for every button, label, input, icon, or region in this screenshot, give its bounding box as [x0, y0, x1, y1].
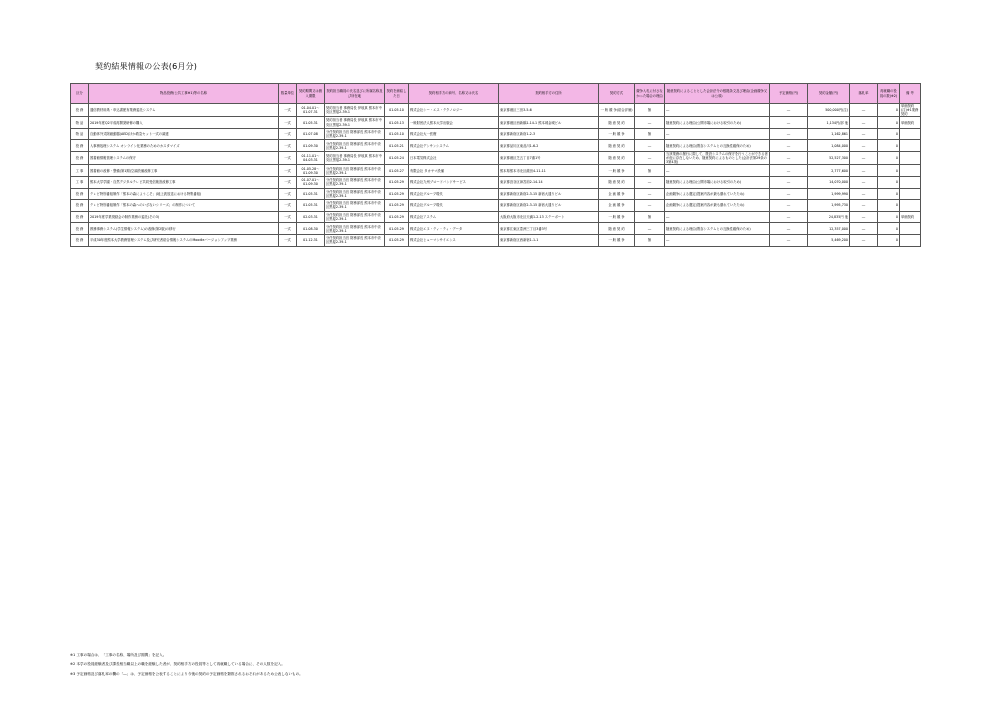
column-header: 備 考	[900, 84, 921, 104]
column-header: 区分	[71, 84, 89, 104]
table-row	[71, 104, 921, 117]
table-cell: 株式会社グループ現代	[409, 200, 499, 212]
table-cell: 無	[635, 211, 665, 223]
table-cell: 01.05.29	[385, 223, 409, 235]
table-cell: 01.04.01～01.07.31	[297, 104, 325, 117]
table-cell: 分任契約担当官 財務部長 熊本市中央区黒髪2-39-1	[325, 211, 385, 223]
table-cell: 契約担当者 事務局長 伊坂真 熊本市中央区黒髪2-39-1	[325, 104, 385, 117]
table-cell: 01.05.13	[385, 117, 409, 129]
table-cell: ―	[665, 234, 770, 246]
table-cell: 一 般 競 争(総合評価)	[599, 104, 635, 117]
table-cell: 12,357,000	[808, 223, 850, 235]
table-cell: 01.05.28～01.09.30	[297, 165, 325, 177]
column-header: 物品役務(公共工事※1)等の名称	[89, 84, 279, 104]
table-cell: 単価契約(注)※1業務契約	[900, 104, 921, 117]
table-cell: 東京都新宿区新宿2-3-15 新宿大通りビル	[499, 188, 599, 200]
table-cell: 随 意 契 約	[599, 117, 635, 129]
table-row	[71, 117, 921, 129]
table-cell: ―	[635, 200, 665, 212]
table-cell: 東京都江東区豊洲三丁目3番3号	[499, 223, 599, 235]
table-cell: 図書館情報管理システムの保守	[89, 152, 279, 165]
table-cell: 500,000円(注)	[808, 104, 850, 117]
table-cell: 物 品	[71, 117, 89, 129]
table-cell: 企画競争による選定(提案内容が最も優れていたため)	[665, 188, 770, 200]
table-cell: 5,469,200	[808, 234, 850, 246]
table-cell: 一式	[279, 176, 297, 188]
table-row	[71, 188, 921, 200]
table-cell: 0	[878, 211, 900, 223]
table-cell: 1,999,990	[808, 188, 850, 200]
table-cell	[900, 152, 921, 165]
table-cell: 平成30年度熊本大学教務管理システム及び研究者総合情報システムのMoodleバージョンアップ業務	[89, 234, 279, 246]
footnote: ※3 予定価格及び落札率の欄の「―」は、予定価格を公表することにより今後の契約の予定価格を類推されるおそれがあるため公表しないもの。	[70, 671, 303, 676]
table-cell: 24,835円 他	[808, 211, 850, 223]
table-cell: 東京都新宿区新宿1-2-3	[499, 128, 599, 140]
table-cell: ―	[770, 152, 808, 165]
table-cell: ―	[770, 223, 808, 235]
table-cell: 分任契約担当官 財務部長 熊本市中央区黒髪2-39-1	[325, 200, 385, 212]
table-cell: ―	[770, 200, 808, 212]
table-cell	[900, 223, 921, 235]
table-cell: ―	[635, 140, 665, 152]
table-cell	[900, 140, 921, 152]
table-cell: 1,134円/部 他	[808, 117, 850, 129]
table-cell: 2,777,600	[808, 165, 850, 177]
table-cell: 自動体外式除細動器(AED)ほか救急セット一式の調達	[89, 128, 279, 140]
column-header: 契約期間又は納入期限	[297, 84, 325, 104]
table-cell: ―	[770, 117, 808, 129]
table-cell: 熊本県熊本市北区龍田4-11-11	[499, 165, 599, 177]
table-cell: 図書館の改修・整備(第1期)空調設備改修工事	[89, 165, 279, 177]
table-cell: 0	[878, 152, 900, 165]
table-row	[71, 152, 921, 165]
table-row	[71, 128, 921, 140]
table-cell: 一式	[279, 188, 297, 200]
table-cell: 東京都品川区東品川1-6-2	[499, 140, 599, 152]
table-cell: 一式	[279, 104, 297, 117]
table-row	[71, 211, 921, 223]
table-cell: 単価契約	[900, 117, 921, 129]
table-cell: ―	[665, 104, 770, 117]
table-cell: 01.05.21	[385, 140, 409, 152]
table-cell: 株式会社シー・エス・テクノロジー	[409, 104, 499, 117]
table-cell: 0	[878, 188, 900, 200]
table-cell: 一式	[279, 140, 297, 152]
table-cell: 0	[878, 165, 900, 177]
column-header: 再就職の役員の数(※2)	[878, 84, 900, 104]
table-cell: 株式会社グループ現代	[409, 188, 499, 200]
table-cell: 無	[635, 128, 665, 140]
table-cell: 入事務処理システム オンライン化業務のためのカスタマイズ	[89, 140, 279, 152]
table-cell: 0	[878, 176, 900, 188]
table-cell: 01.05.10	[385, 104, 409, 117]
table-cell: 役 務	[71, 140, 89, 152]
table-cell: 一式	[279, 234, 297, 246]
table-cell: 1,162,861	[808, 128, 850, 140]
table-cell: 一式	[279, 117, 297, 129]
table-cell: ―	[850, 117, 878, 129]
table-cell: 随意契約による理由(公開市場における取引のため)	[665, 117, 770, 129]
table-cell: 01.05.27	[385, 165, 409, 177]
table-cell: 無	[635, 165, 665, 177]
table-cell: ―	[770, 176, 808, 188]
table-cell: 2019年度Q2平成再開発研修の購入	[89, 117, 279, 129]
table-row	[71, 200, 921, 212]
table-cell: 0	[878, 128, 900, 140]
table-cell: 役 務	[71, 200, 89, 212]
table-cell: 分任契約担当官 財務部長 熊本市中央区黒髪2-39-1	[325, 140, 385, 152]
table-cell: ―	[850, 200, 878, 212]
table-cell: 工 事	[71, 165, 89, 177]
table-cell: 一 般 競 争	[599, 165, 635, 177]
table-cell: 一式	[279, 152, 297, 165]
table-cell: 役 務	[71, 104, 89, 117]
table-cell: 有限会社 タカヤマ設備	[409, 165, 499, 177]
table-row	[71, 176, 921, 188]
table-cell: ―	[665, 211, 770, 223]
table-cell: 0	[878, 200, 900, 212]
table-cell: ―	[850, 104, 878, 117]
footnotes	[70, 651, 303, 679]
table-cell: ―	[770, 188, 808, 200]
table-cell: 01.05.29	[385, 234, 409, 246]
column-header: 契約相手方の住所	[499, 84, 599, 104]
footnote: ※1 工事の場合は、「工事の名称、場所及び期間」を記入。	[70, 653, 167, 657]
table-cell: 0	[878, 234, 900, 246]
table-cell: ―	[770, 165, 808, 177]
column-header: 数量単位	[279, 84, 297, 104]
table-cell: 役 務	[71, 234, 89, 246]
table-cell: 株式会社ヒューマンサイエンス	[409, 234, 499, 246]
table-cell: ―	[850, 234, 878, 246]
table-cell: 東京都港区西新橋1-14-1 熊本城金城ビル	[499, 117, 599, 129]
table-cell: 01.05.10	[385, 128, 409, 140]
table-cell: 企 画 競 争	[599, 200, 635, 212]
table-row	[71, 165, 921, 177]
table-row	[71, 234, 921, 246]
table-cell: 01.07.01～01.09.30	[297, 176, 325, 188]
table-cell: 企画競争による選定(提案内容が最も優れていたため)	[665, 200, 770, 212]
table-cell: 0	[878, 104, 900, 117]
table-cell: 役 務	[71, 188, 89, 200]
table-cell: 役 務	[71, 211, 89, 223]
table-cell: 随意契約による理由(既存システムとの互換性確保のため)	[665, 223, 770, 235]
table-cell: 日本電気株式会社	[409, 152, 499, 165]
table-cell: ―	[635, 223, 665, 235]
table-cell: 分任契約担当官 財務部長 熊本市中央区黒髪2-39-1	[325, 176, 385, 188]
table-cell: 52,527,300	[808, 152, 850, 165]
table-cell: 0	[878, 223, 900, 235]
table-cell: ―	[770, 140, 808, 152]
table-cell: ―	[850, 176, 878, 188]
table-row	[71, 223, 921, 235]
table-cell: 通信教材用紙・申込書配布業務委託システム	[89, 104, 279, 117]
table-cell: 工 事	[71, 176, 89, 188]
table-cell: ―	[665, 128, 770, 140]
table-cell: 株式会社エヌ・ティ・ティ・データ	[409, 223, 499, 235]
column-header: 契約方式	[599, 84, 635, 104]
table-cell: 東京都新宿区西新宿1-1-1	[499, 234, 599, 246]
table-cell: ―	[635, 117, 665, 129]
table-cell: 01.07.08	[297, 128, 325, 140]
table-cell: 分任契約担当官 財務部長 熊本市中央区黒髪2-39-1	[325, 223, 385, 235]
table-cell: 株式会社アステム	[409, 211, 499, 223]
table-cell: ―	[665, 165, 770, 177]
table-cell: ―	[635, 152, 665, 165]
table-cell: ―	[850, 223, 878, 235]
table-cell: ―	[635, 176, 665, 188]
table-cell: 東京都新宿区新宿2-3-15 新宿大通りビル	[499, 200, 599, 212]
table-cell: 役 務	[71, 152, 89, 165]
table-cell: 物 品	[71, 128, 89, 140]
table-cell: 株式会社大一医療	[409, 128, 499, 140]
table-cell: 01.05.29	[385, 188, 409, 200]
table-cell: 契約担当者 事務局長 伊坂真 熊本市中央区黒髪2-39-1	[325, 117, 385, 129]
footnote: ※2 本学の役員経験者及び課長相当職以上の職を経験した者が、契約相手方の役員等として再就職している場合に、その人数を記入。	[70, 662, 285, 667]
table-cell: ―	[850, 165, 878, 177]
table-cell: 役 務	[71, 223, 89, 235]
column-header: 契約相手方の商号、名称又は氏名	[409, 84, 499, 104]
table-cell: 01.05.31	[297, 188, 325, 200]
table-cell: 01.11.01～04.03.31	[297, 152, 325, 165]
table-body	[71, 104, 921, 247]
table-cell: テレビ特別番組制作「熊本の森へのいざないシリーズ」の制作について	[89, 200, 279, 212]
table-cell	[900, 188, 921, 200]
table-cell: 分任契約担当官 財務部長 熊本市中央区黒髪2-39-1	[325, 128, 385, 140]
column-header: 落札率	[850, 84, 878, 104]
column-header: 予定価格(円)	[770, 84, 808, 104]
table-cell: 株式会社デンサンシステム	[409, 140, 499, 152]
table-cell: 無	[635, 234, 665, 246]
column-header: 競争入札に付さなかった場合の理由	[635, 84, 665, 104]
table-cell: 2019年度学業奨励会の制作業務の委託(その3)	[89, 211, 279, 223]
table-cell	[900, 165, 921, 177]
table-cell: 一 般 競 争	[599, 211, 635, 223]
table-cell: 1,084,000	[808, 140, 850, 152]
table-cell	[900, 234, 921, 246]
table-cell: 当該業務の履行に際して、既設システムの保守を行うことができる者が他に存在しないため、随意契約によるものとした(会計法第29条の3第4項)	[666, 152, 768, 165]
table-cell: ―	[770, 234, 808, 246]
table-cell: 01.05.31	[297, 117, 325, 129]
table-cell: 東京都渋谷区神宮前2-14-14	[499, 176, 599, 188]
table-cell: 一 般 競 争	[599, 128, 635, 140]
page-title: 契約結果情報の公表(6月分)	[95, 62, 198, 71]
table-cell: 随 意 契 約	[599, 140, 635, 152]
table-row	[71, 140, 921, 152]
table-cell: 分任契約担当官 財務部長 熊本市中央区黒髪2-39-1	[325, 234, 385, 246]
table-cell: 02.03.31	[297, 211, 325, 223]
contract-results-table	[70, 83, 921, 247]
table-cell: 東京都港区芝五丁目7番1号	[499, 152, 599, 165]
table-cell: 一式	[279, 223, 297, 235]
table-cell: ―	[850, 211, 878, 223]
table-cell: 01.05.29	[385, 176, 409, 188]
table-cell: 01.05.31	[297, 200, 325, 212]
column-header: 契約金額(円)	[808, 84, 850, 104]
column-header: 契約担当職員の氏名並びに所属名称及び所在地	[325, 84, 385, 104]
table-cell: 01.05.24	[385, 152, 409, 165]
table-cell: 一 般 競 争	[599, 234, 635, 246]
table-header-row	[71, 84, 921, 104]
table-cell: 株式会社九州ブロードバンドサービス	[409, 176, 499, 188]
table-cell: 単価契約	[900, 211, 921, 223]
table-cell: 1,995,730	[808, 200, 850, 212]
table-cell	[900, 176, 921, 188]
table-cell: 随意契約による理由(既存システムとの互換性確保のため)	[665, 140, 770, 152]
table-cell: 随 意 契 約	[599, 223, 635, 235]
table-cell: テレビ特別番組制作「熊本の森にようこそ」(地上波放送における特集番組)	[89, 188, 279, 200]
table-cell: 契約担当者 事務局長 伊坂真 熊本市中央区黒髪2-39-1	[325, 152, 385, 165]
table-cell: 教務事務システム(学生情報システム)の改修(第2版)の移行	[89, 223, 279, 235]
table-cell: 一式	[279, 211, 297, 223]
table-cell: 01.08.30	[297, 223, 325, 235]
table-cell: 14,070,000	[808, 176, 850, 188]
table-cell: 0	[878, 117, 900, 129]
column-header: 随意契約によることとした会計法令の根拠条文及び理由(企画競争又は公募)	[665, 84, 770, 104]
table-cell	[900, 128, 921, 140]
table-cell: ―	[770, 211, 808, 223]
table-cell	[900, 200, 921, 212]
table-cell: 東京都港区三田3-5-6	[499, 104, 599, 117]
table-cell: ―	[850, 128, 878, 140]
table-cell: 随 意 契 約	[599, 176, 635, 188]
table-cell: 随意契約による理由(公開市場における取引のため)	[665, 176, 770, 188]
table-cell: 無	[635, 104, 665, 117]
table-cell: 一般財団法人熊本大学出版会	[409, 117, 499, 129]
table-cell: ―	[770, 104, 808, 117]
table-cell: 企 画 競 争	[599, 188, 635, 200]
table-cell: 随 意 契 約	[599, 152, 635, 165]
table-cell: 01.05.29	[385, 211, 409, 223]
table-cell: 分任契約担当官 財務部長 熊本市中央区黒髪2-39-1	[325, 165, 385, 177]
table-cell: 分任契約担当官 財務部長 熊本市中央区黒髪2-39-1	[325, 188, 385, 200]
table-cell: 一式	[279, 128, 297, 140]
table-cell: ―	[635, 188, 665, 200]
table-cell: 01.12.31	[297, 234, 325, 246]
table-cell: 熊本大学学園・自然デジタルテレビ共同受信施設改修工事	[89, 176, 279, 188]
table-cell: 一式	[279, 200, 297, 212]
table-cell: 大阪府大阪市北区天満1-2-13 ステーポート	[499, 211, 599, 223]
table-cell: 01.09.30	[297, 140, 325, 152]
table-cell: 一式	[279, 165, 297, 177]
table-cell: 01.05.29	[385, 200, 409, 212]
column-header: 契約を締結した日	[385, 84, 409, 104]
table-cell: ―	[770, 128, 808, 140]
table-cell: 0	[878, 140, 900, 152]
table-cell: ―	[850, 152, 878, 165]
table-cell: ―	[850, 140, 878, 152]
table-cell: ―	[850, 188, 878, 200]
